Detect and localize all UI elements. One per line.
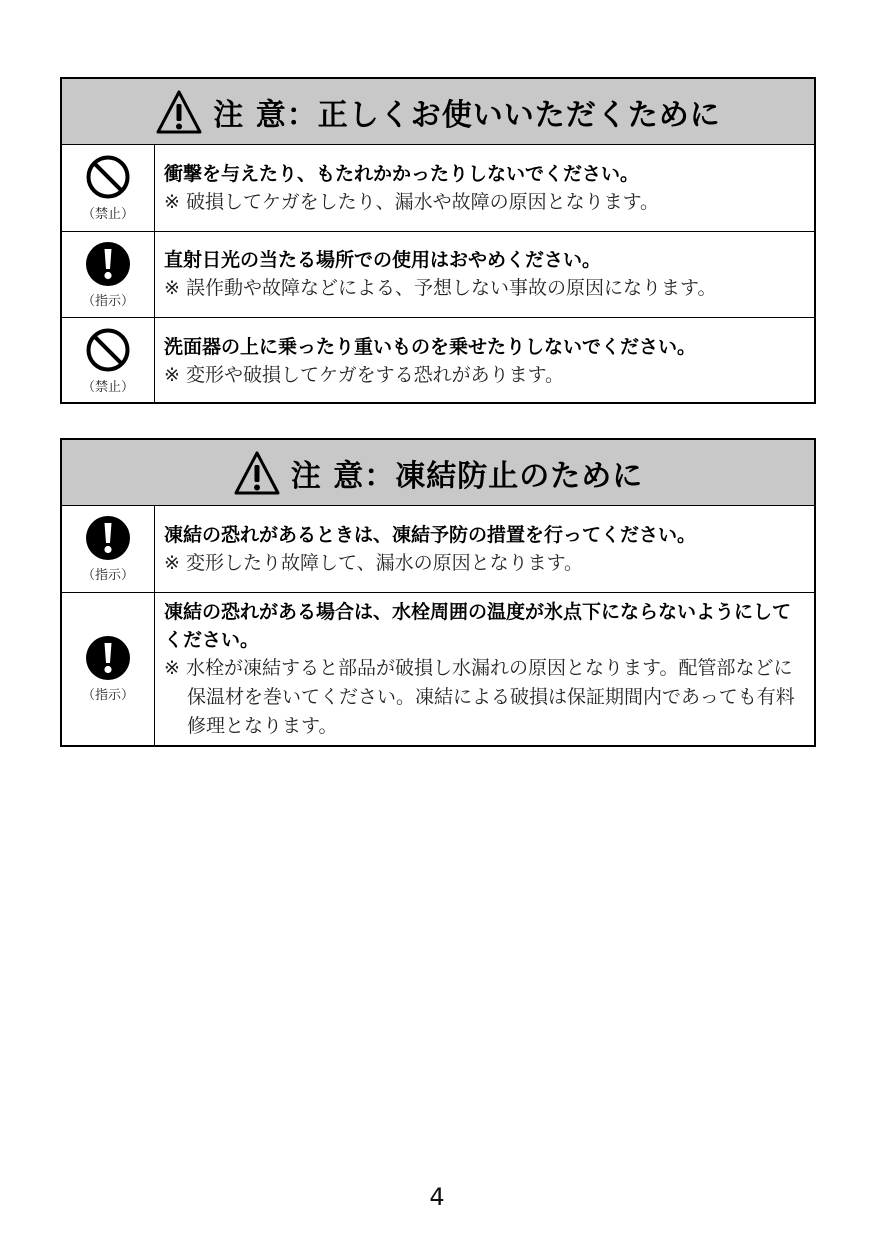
text-cell [155,318,814,404]
row-title: 凍結の恐れがある場合は、水栓周囲の温度が氷点下にならないようにしてください。 [164,600,792,651]
section-title: 注 意：正しくお使いいただくために [213,97,721,133]
mandatory-action-icon [85,241,131,287]
icon-label: （禁止） [81,207,134,222]
prohibition-icon [85,154,131,200]
warning-triangle-icon [233,450,281,496]
row-note: ※ 変形したり故障して、漏水の原因となります。 [164,551,584,574]
row-note: ※ 破損してケガをしたり、漏水や故障の原因となります。 [164,190,660,213]
caution-row [62,232,814,318]
row-title: 洗面器の上に乗ったり重いものを乗せたりしないでください。 [164,335,697,358]
icon-cell [62,232,155,317]
section-title: 注 意：凍結防止のために [290,458,644,494]
row-title: 衝撃を与えたり、もたれかかったりしないでください。 [164,162,640,185]
icon-label: （指示） [81,688,134,703]
row-note: ※ 変形や破損してケガをする恐れがあります。 [164,363,565,386]
caution-row [62,318,814,404]
section-header [62,79,814,145]
caution-row [62,593,814,745]
row-title: 凍結の恐れがあるときは、凍結予防の措置を行ってください。 [164,523,697,546]
caution-section-proper-use [60,77,816,404]
row-note: ※ 誤作動や故障などによる、予想しない事故の原因になります。 [164,277,717,299]
section-header [62,440,814,506]
text-cell [155,232,814,317]
icon-cell [62,145,155,231]
caution-row [62,145,814,232]
row-title: 直射日光の当たる場所での使用はおやめください。 [164,249,602,271]
caution-section-freeze-prevention [60,438,816,747]
text-cell [155,506,814,592]
text-cell [155,593,814,745]
icon-label: （禁止） [81,380,134,395]
icon-cell [62,318,155,404]
icon-label: （指示） [81,568,134,583]
prohibition-icon [85,327,131,373]
caution-row [62,506,814,593]
icon-cell [62,506,155,592]
row-note: ※ 水栓が凍結すると部品が破損し水漏れの原因となります。配管部などに保温材を巻いてください。凍結による破損は保証期間内であっても有料修理となります。 [164,656,795,737]
mandatory-action-icon [85,515,131,561]
icon-label: （指示） [81,293,134,309]
mandatory-action-icon [85,635,131,681]
warning-triangle-icon [155,89,203,135]
text-cell [155,145,814,231]
page-number: 4 [429,1183,445,1211]
icon-cell [62,593,155,745]
